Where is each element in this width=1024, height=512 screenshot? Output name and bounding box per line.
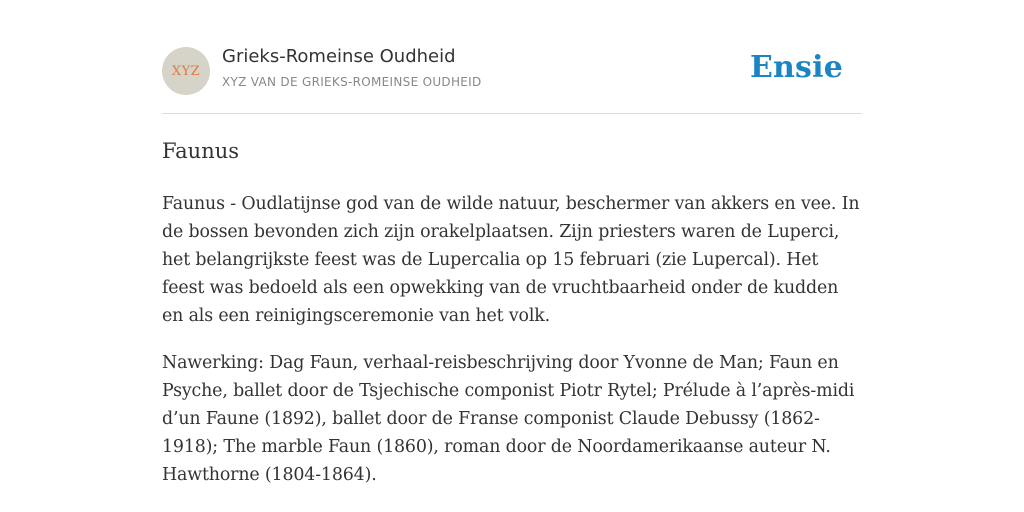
article-paragraph: Faunus - Oudlatijnse god van de wilde natuur, beschermer van akkers en vee. In de bossen bevonden zich zijn orakelplaatsen. Zijn priesters waren de Luperci, het belangrijkste feest was de Lupercalia op 15 februari (zie Lupercal). Het feest was bedoeld als een opwekking van de vruchtbaarheid onder de kudden en als een reinigingsceremonie van het volk. [162, 194, 860, 326]
avatar-text: XYZ [171, 63, 201, 79]
page [162, 0, 862, 485]
article-body [162, 190, 862, 508]
site-title-link[interactable]: Grieks-Romeinse Oudheid [222, 46, 456, 67]
avatar[interactable] [162, 47, 210, 95]
ensie-logo[interactable]: Ensie [749, 50, 843, 85]
article-title: Faunus [162, 139, 240, 163]
header [162, 0, 862, 114]
article-paragraph: Nawerking: Dag Faun, verhaal-reisbeschrijving door Yvonne de Man; Faun en Psyche, ballet door de Tsjechische componist Piotr Rytel; Prélude à l’après-midi d’un Faune (1892), ballet door de Franse componist Claude Debussy (1862-1918); The marble Faun (1860), roman door de Noordamerikaanse auteur N. Hawthorne (1804-1864). [162, 353, 855, 485]
site-subtitle: XYZ VAN DE GRIEKS-ROMEINSE OUDHEID [222, 75, 482, 89]
